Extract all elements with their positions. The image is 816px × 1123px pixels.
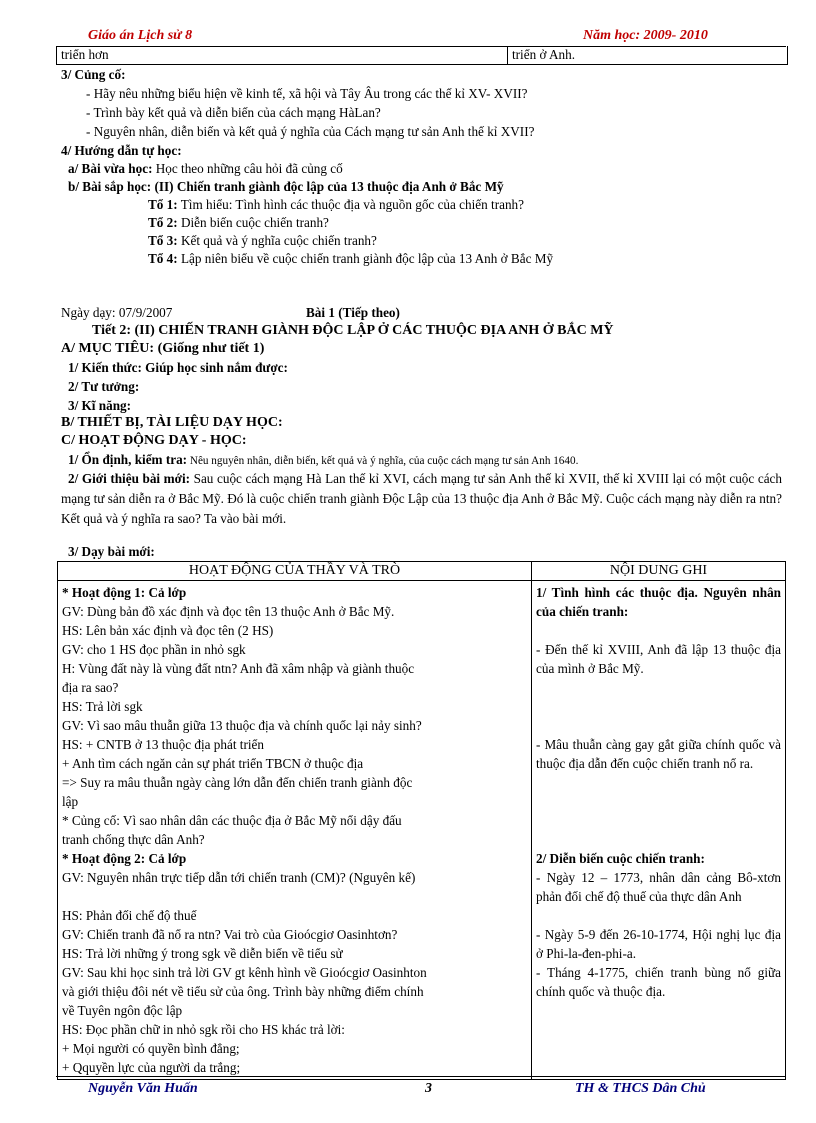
thiet-bi-heading: B/ THIẾT BỊ, TÀI LIỆU DẠY HỌC: — [61, 415, 283, 430]
page-number: 3 — [425, 1081, 432, 1096]
group-text: Kết quả và ý nghĩa cuộc chiến tranh? — [177, 233, 377, 248]
activity-line: HS: + CNTB ở 13 thuộc địa phát triển — [62, 737, 264, 752]
group-text: Diễn biến cuộc chiến tranh? — [177, 215, 329, 230]
cung-co-item: - Nguyên nhân, diễn biến và kết quả ý nghĩa của Cách mạng tư sản Anh thế kỉ XVII? — [86, 124, 535, 139]
activity-line: GV: Sau khi học sinh trả lời GV gt kênh hình về Gioócgiơ Oasinhton — [62, 965, 427, 980]
note-block: 2/ Diễn biến cuộc chiến tranh: — [536, 851, 705, 866]
activity-line: HS: Đọc phần chữ in nhỏ sgk rồi cho HS khác trả lời: — [62, 1022, 345, 1037]
activity-line: GV: Dùng bản đồ xác định và đọc tên 13 thuộc Anh ở Bắc Mỹ. — [62, 604, 395, 619]
top-table-fragment — [56, 46, 788, 65]
activity-line: + Qquyền lực của người da trắng; — [62, 1060, 241, 1075]
ki-nang-heading: 3/ Kĩ năng: — [68, 398, 132, 413]
activity-line — [62, 1077, 397, 1079]
cung-co-item: - Hãy nêu những biểu hiện về kinh tế, xã hội và Tây Âu trong các thế kỉ XV- XVII? — [86, 86, 528, 101]
group-text: Tìm hiểu: Tình hình các thuộc địa và nguồn gốc của chiến tranh? — [177, 197, 524, 212]
footer-school: TH & THCS Dân Chủ — [575, 1081, 706, 1096]
group-task-1 — [148, 196, 524, 213]
lesson-activity-table — [57, 561, 786, 1080]
activity-line: HS: Lên bản xác định và đọc tên (2 HS) — [62, 623, 274, 638]
activity-line: HS: Trả lời sgk — [62, 699, 143, 714]
activity-line: về Tuyên ngôn độc lập — [62, 1003, 183, 1018]
gioi-thieu-bai-moi — [61, 469, 782, 529]
activity-line: => Suy ra mâu thuẫn ngày càng lớn dẫn đến chiến tranh giành độc — [62, 775, 413, 790]
group-text: Lập niên biểu về cuộc chiến tranh giành độc lập của 13 Anh ở Bắc Mỹ — [177, 251, 554, 266]
activity-line: HS: Trả lời những ý trong sgk về diễn biến về tiểu sử — [62, 946, 343, 961]
cung-co-title: 3/ Củng cố: — [61, 67, 126, 82]
activity-line: + Mọi người có quyền bình đẳng; — [62, 1041, 240, 1056]
group-task-2 — [148, 214, 329, 231]
note-block: - Ngày 12 – 1773, nhân dân cảng Bô-xtơn phản đối chế độ thuế của thực dân Anh — [536, 870, 781, 904]
hoat-dong-heading: C/ HOẠT ĐỘNG DẠY - HỌC: — [61, 433, 247, 448]
note-block: - Mâu thuẫn càng gay gắt giữa chính quốc và thuộc địa dẫn đến cuộc chiến tranh nổ ra. — [536, 737, 781, 771]
group-label: Tổ 3: — [148, 233, 178, 248]
gioi-thieu-label: 2/ Giới thiệu bài mới: — [68, 471, 191, 486]
activity-line: GV: Chiến tranh đã nổ ra ntn? Vai trò của Gioócgiơ Oasinhtơn? — [62, 927, 398, 942]
bai-vua-hoc-text: Học theo những câu hỏi đã củng cố — [152, 161, 343, 176]
on-dinh-kiem-tra — [68, 451, 578, 470]
activity-line: và giới thiệu đôi nét về tiểu sử của ông. Trình bày những điểm chính — [62, 984, 424, 999]
lesson-title: Tiết 2: (II) CHIẾN TRANH GIÀNH ĐỘC LẬP Ở CÁC THUỘC ĐỊA ANH Ở BẮC MỸ — [92, 323, 614, 338]
group-task-3 — [148, 232, 377, 249]
activity-line: + Anh tìm cách ngăn cản sự phát triển TBCN ở thuộc địa — [62, 756, 364, 771]
note-block: - Ngày 5-9 đến 26-10-1774, Hội nghị lục địa ở Phi-la-đen-phi-a. — [536, 927, 781, 961]
header-cell-notes: NỘI DUNG GHI — [532, 562, 786, 581]
activities-cell — [58, 581, 531, 1079]
gioi-thieu-text: Sau cuộc cách mạng Hà Lan thế kỉ XVI, cách mạng tư sản Anh thế kỉ XVII, thế kỉ XVIII lại có một cuộc cách mạng tư sản diễn ra ở Bắc Mỹ. Đó là cuộc chiến tranh giành Độc Lập của 13 thuộc địa Anh ở Bắc Mỹ. Cuộc cách mạng này diễn ra ntn? Kết quả và ý nghĩa ra sao? Ta vào bài mới. — [61, 471, 782, 526]
group-label: Tổ 2: — [148, 215, 178, 230]
group-label: Tổ 4: — [148, 251, 178, 266]
note-block — [536, 1077, 781, 1079]
note-block: - Tháng 4-1775, chiến tranh bùng nổ giữa chính quốc và thuộc địa. — [536, 965, 781, 999]
top-table-left-cell: triển hơn — [61, 47, 109, 62]
activity-line: * Củng cố: Vì sao nhân dân các thuộc địa ở Bắc Mỹ nổi dậy đấu — [62, 813, 402, 828]
footer-rule — [56, 1076, 786, 1077]
lesson-number: Bài 1 (Tiếp theo) — [306, 305, 400, 320]
group-task-4 — [148, 250, 553, 267]
lesson-date: Ngày dạy: 07/9/2007 — [61, 305, 173, 320]
activity-line: GV: Nguyên nhân trực tiếp dẫn tới chiến tranh (CM)? (Nguyên kế) — [62, 870, 416, 885]
day-bai-moi-heading: 3/ Dạy bài mới: — [68, 544, 155, 559]
on-dinh-label: 1/ Ổn định, kiểm tra: — [68, 452, 188, 467]
bai-vua-hoc — [68, 160, 343, 177]
header-school-year: Năm học: 2009- 2010 — [583, 28, 708, 43]
note-block: 1/ Tình hình các thuộc địa. Nguyên nhân của chiến tranh: — [536, 585, 781, 619]
bai-vua-hoc-label: a/ Bài vừa học: — [68, 161, 153, 176]
header-subject: Giáo án Lịch sử 8 — [88, 28, 193, 43]
activity-line: địa ra sao? — [62, 680, 119, 695]
activity-line: H: Vùng đất này là vùng đất ntn? Anh đã xâm nhập và giành thuộc — [62, 661, 415, 676]
header-cell-activities: HOẠT ĐỘNG CỦA THẦY VÀ TRÒ — [58, 562, 532, 581]
group-label: Tổ 1: — [148, 197, 178, 212]
activity-line: * Hoạt động 1: Cả lớp — [62, 585, 187, 600]
note-block: - Đến thế kỉ XVIII, Anh đã lập 13 thuộc địa của mình ở Bắc Mỹ. — [536, 642, 781, 676]
activity-line: lập — [62, 794, 79, 809]
activity-line: * Hoạt động 2: Cả lớp — [62, 851, 187, 866]
activity-line: tranh chống thực dân Anh? — [62, 832, 205, 847]
tu-tuong-heading: 2/ Tư tưởng: — [68, 379, 140, 394]
huong-dan-title: 4/ Hướng dẫn tự học: — [61, 143, 182, 158]
activity-line: GV: Vì sao mâu thuẫn giữa 13 thuộc địa và chính quốc lại nảy sinh? — [62, 718, 422, 733]
muc-tieu-heading: A/ MỤC TIÊU: (Giống như tiết 1) — [61, 341, 265, 356]
activity-line: GV: cho 1 HS đọc phần in nhỏ sgk — [62, 642, 246, 657]
cung-co-item: - Trình bày kết quả và diễn biến của cách mạng HàLan? — [86, 105, 381, 120]
on-dinh-text: Nêu nguyên nhân, diễn biến, kết quả và ý nghĩa, của cuộc cách mạng tư sản Anh 1640. — [187, 455, 579, 467]
activity-line: HS: Phản đối chế độ thuế — [62, 908, 197, 923]
footer-author: Nguyễn Văn Huấn — [88, 1081, 198, 1096]
top-table-right-cell: triển ở Anh. — [512, 47, 576, 62]
kien-thuc-heading: 1/ Kiến thức: Giúp học sinh nắm được: — [68, 360, 288, 375]
top-table-divider — [507, 46, 508, 64]
bai-sap-hoc-title: b/ Bài sắp học: (II) Chiến tranh giành độc lập của 13 thuộc địa Anh ở Bắc Mỹ — [68, 179, 504, 194]
notes-cell — [532, 581, 785, 1079]
